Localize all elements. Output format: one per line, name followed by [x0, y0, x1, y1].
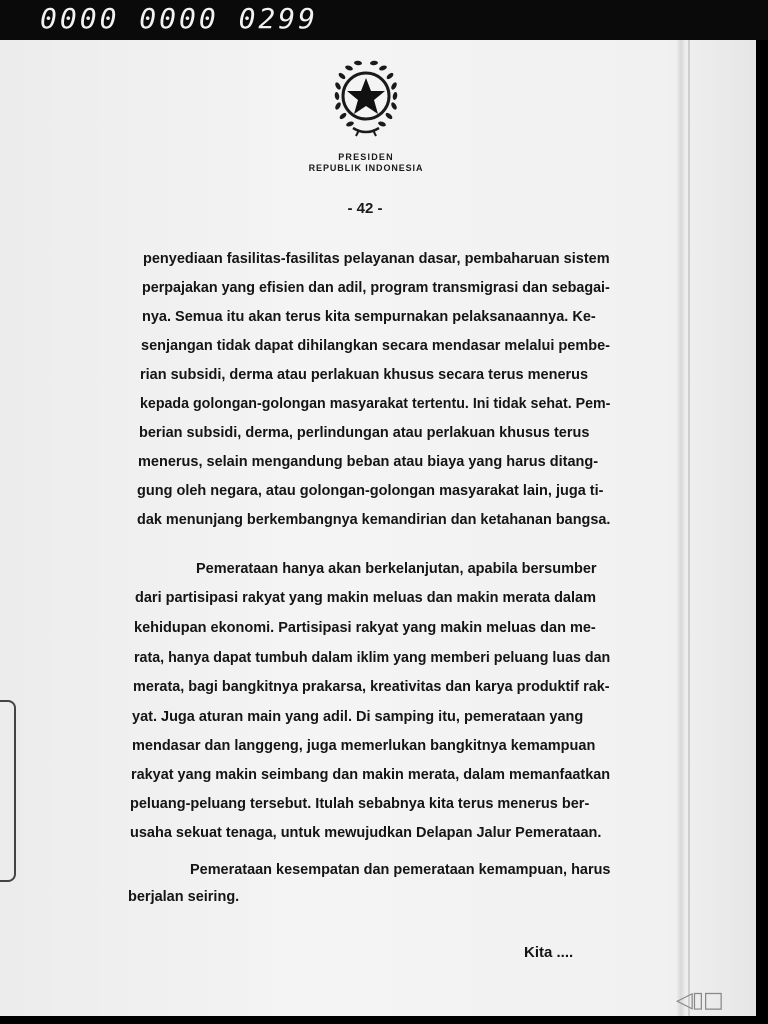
- body-line: kehidupan ekonomi. Partisipasi rakyat yang makin meluas dan me-: [134, 620, 596, 636]
- body-line: Pemerataan kesempatan dan pemerataan kemampuan, harus: [190, 862, 611, 878]
- body-line: rian subsidi, derma atau perlakuan khusus secara terus menerus: [140, 367, 589, 383]
- body-line: kepada golongan-golongan masyarakat tertentu. Ini tidak sehat. Pem-: [140, 396, 611, 412]
- presidential-emblem-icon: [323, 56, 409, 140]
- body-line: usaha sekuat tenaga, untuk mewujudkan Delapan Jalur Pemerataan.: [130, 825, 602, 841]
- body-line: berian subsidi, derma, perlindungan atau perlakuan khusus terus: [139, 425, 590, 441]
- body-line: peluang-peluang tersebut. Itulah sebabnya kita terus menerus ber-: [130, 796, 590, 812]
- letterhead-subtitle: REPUBLIK INDONESIA: [308, 163, 424, 173]
- body-line: Pemerataan hanya akan berkelanjutan, apabila bersumber: [196, 561, 597, 577]
- body-line: dari partisipasi rakyat yang makin meluas dan makin merata dalam: [135, 590, 596, 606]
- body-line: perpajakan yang efisien dan adil, program transmigrasi dan sebagai-: [142, 280, 610, 296]
- film-frame-bar: [0, 0, 768, 40]
- body-line: nya. Semua itu akan terus kita sempurnakan pelaksanaannya. Ke-: [142, 309, 596, 325]
- body-line: rata, hanya dapat tumbuh dalam iklim yang memberi peluang luas dan: [134, 650, 611, 666]
- page-right-edge: [676, 40, 686, 1016]
- body-line: dak menunjang berkembangnya kemandirian dan ketahanan bangsa.: [137, 512, 611, 528]
- body-line: rakyat yang makin seimbang dan makin merata, dalam memanfaatkan: [131, 767, 611, 783]
- frame-number: 0000 0000 0299: [40, 2, 319, 35]
- corner-mark: ◁▯□: [676, 988, 723, 1013]
- body-line: menerus, selain mengandung beban atau biaya yang harus ditang-: [138, 454, 599, 470]
- continuation-text: Kita ....: [524, 944, 574, 961]
- letterhead-title: PRESIDEN: [338, 152, 394, 162]
- body-line: senjangan tidak dapat dihilangkan secara mendasar melalui pembe-: [141, 338, 610, 354]
- page-number: - 42 -: [347, 200, 383, 217]
- body-line: gung oleh negara, atau golongan-golongan masyarakat lain, juga ti-: [137, 483, 604, 499]
- body-line: berjalan seiring.: [128, 889, 240, 905]
- body-line: yat. Juga aturan main yang adil. Di samping itu, pemerataan yang: [132, 709, 584, 725]
- body-line: mendasar dan langgeng, juga memerlukan bangkitnya kemampuan: [132, 738, 596, 754]
- letterhead: [266, 152, 466, 174]
- page-edge-line: [688, 40, 690, 1016]
- binder-tab: [0, 700, 16, 882]
- body-line: penyediaan fasilitas-fasilitas pelayanan dasar, pembaharuan sistem: [143, 251, 610, 267]
- body-line: merata, bagi bangkitnya prakarsa, kreativitas dan karya produktif rak-: [133, 679, 610, 695]
